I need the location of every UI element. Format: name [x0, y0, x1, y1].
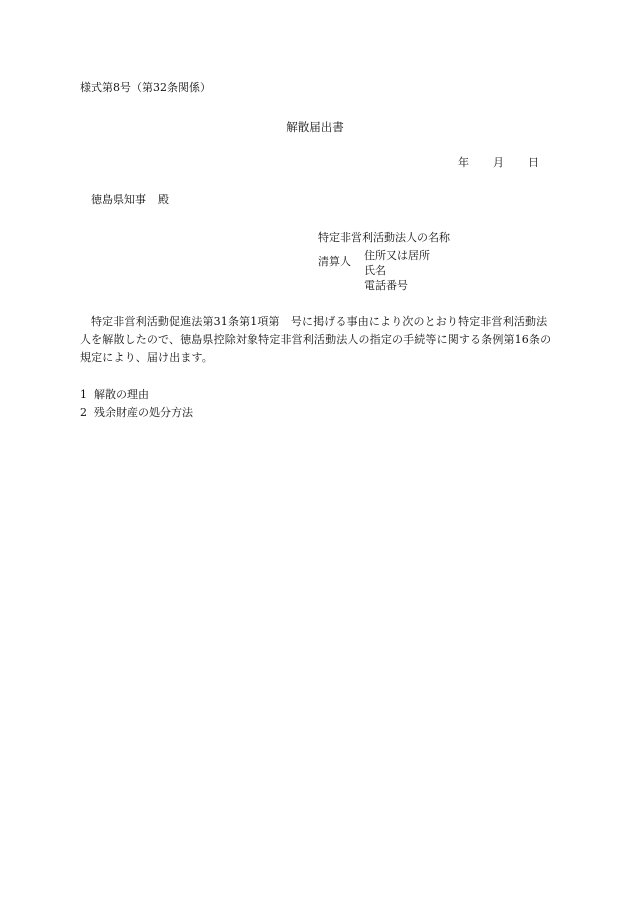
- addressee: [91, 192, 169, 209]
- item-number: 1: [80, 388, 87, 401]
- document-title: 解散届出書: [286, 120, 344, 134]
- liquidator-fields: [364, 248, 430, 293]
- form-number: 様式第8号（第32条関係）: [80, 81, 211, 94]
- liquidator-row: [318, 248, 450, 293]
- liquidator-label: 清算人: [318, 254, 351, 268]
- applicant-block: [318, 230, 450, 293]
- liquidator-name-label: 氏名: [364, 263, 386, 277]
- item-label: 残余財産の処分方法: [94, 406, 193, 419]
- date-day-label: 日: [528, 156, 539, 169]
- date-year-label: 年: [458, 156, 469, 169]
- list-item: [80, 404, 193, 422]
- list-item: [80, 386, 193, 404]
- addressee-honorific: 殿: [158, 193, 169, 206]
- item-number: 2: [80, 406, 87, 419]
- item-label: 解散の理由: [94, 388, 149, 401]
- item-list: [80, 386, 193, 422]
- body-paragraph: 特定非営利活動促進法第31条第1項第 号に掲げる事由により次のとおり特定非営利活動法人を解散したので、徳島県控除対象特定非営利活動法人の指定の手続等に関する条例第16条の規定により、届け出ます。: [80, 315, 552, 364]
- date-line: [458, 155, 539, 172]
- date-month-label: 月: [493, 156, 504, 169]
- liquidator-address-label: 住所又は居所: [364, 248, 430, 262]
- liquidator-phone-label: 電話番号: [364, 278, 408, 292]
- org-name-label: 特定非営利活動法人の名称: [318, 231, 450, 244]
- addressee-name: 徳島県知事: [91, 193, 146, 206]
